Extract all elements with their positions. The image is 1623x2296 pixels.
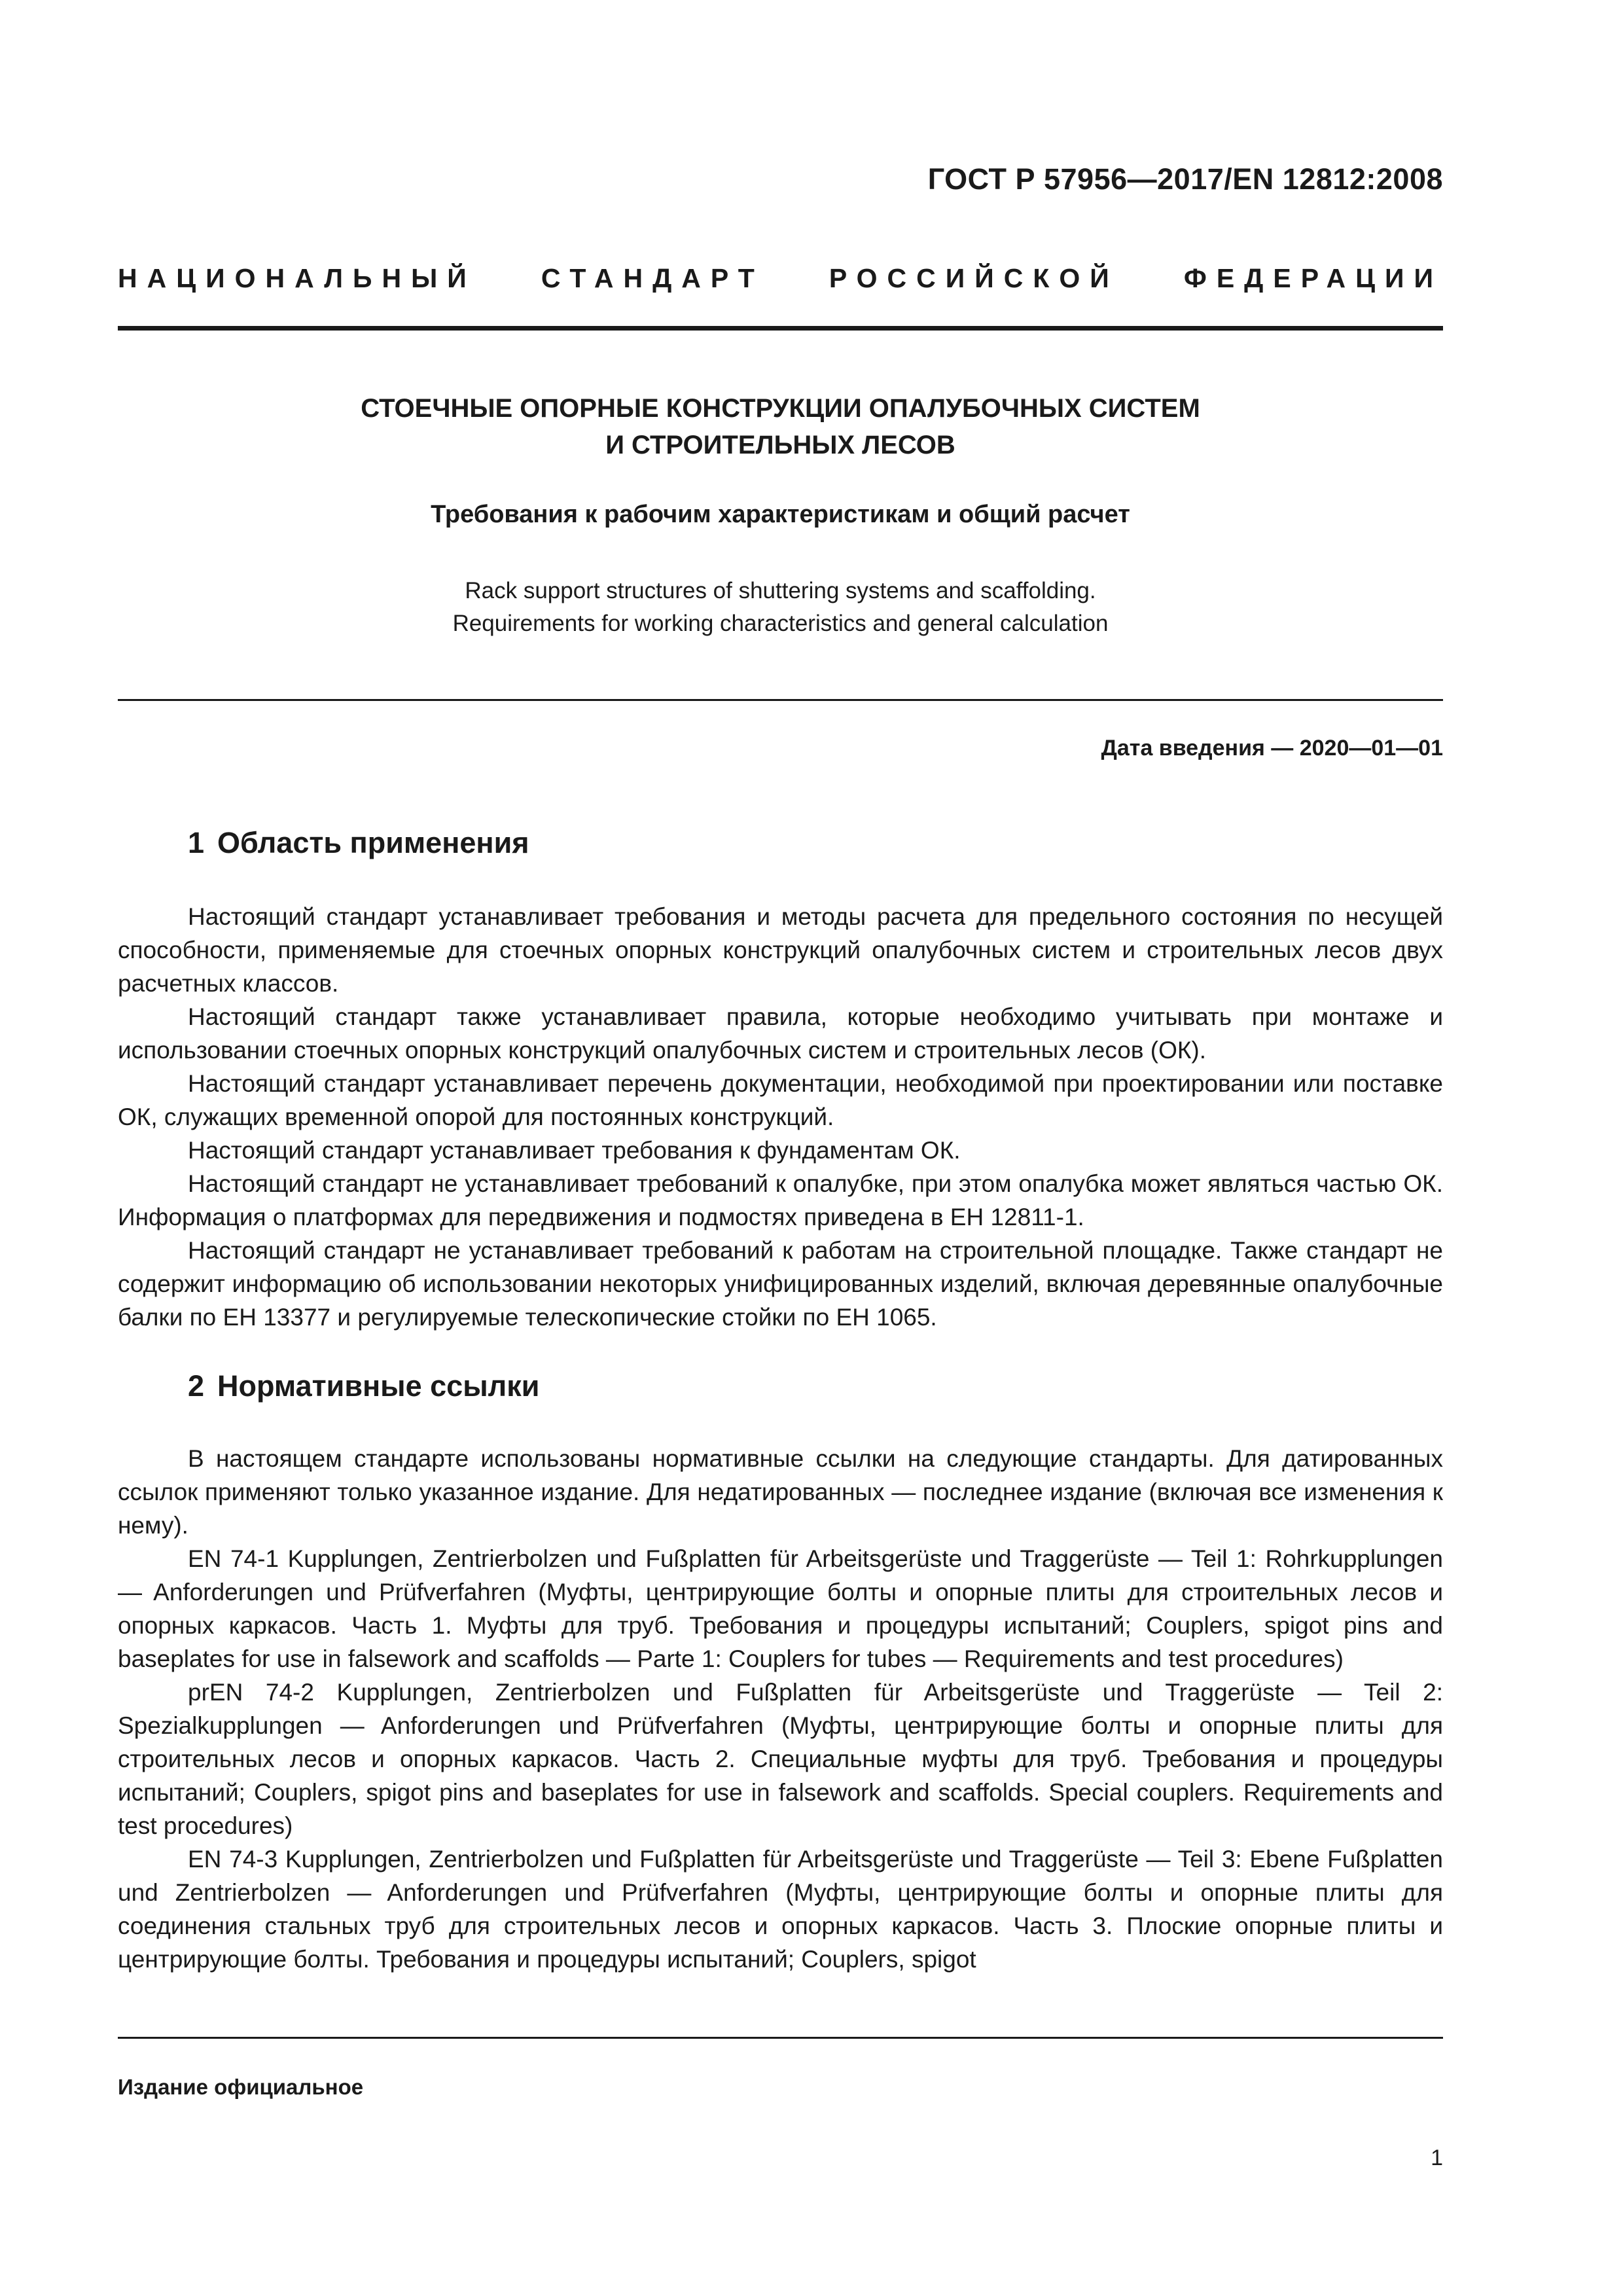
paragraph: В настоящем стандарте использованы нормативные ссылки на следующие стандарты. Для датированных ссылок применяют только указанное издание. Для недатированных — последнее издание (включая все изменения к нему). xyxy=(118,1445,1443,1539)
banner-word: НАЦИОНАЛЬНЫЙ xyxy=(118,263,476,293)
page-number: 1 xyxy=(1431,2145,1443,2170)
paragraph: Настоящий стандарт устанавливает требования и методы расчета для предельного состояния по несущей способности, применяемые для стоечных опорных конструкций опалубочных систем и строительных лесов двух расчетных классов. xyxy=(118,903,1443,997)
document-subtitle: Требования к рабочим характеристикам и общий расчет xyxy=(431,501,1130,528)
introduction-date: Дата введения — 2020—01—01 xyxy=(1101,736,1443,761)
banner-word: ФЕДЕРАЦИИ xyxy=(1183,263,1443,293)
title-line: СТОЕЧНЫЕ ОПОРНЫЕ КОНСТРУКЦИИ ОПАЛУБОЧНЫХ СИСТЕМ xyxy=(361,394,1200,423)
english-title-line: Requirements for working characteristics and general calculation xyxy=(452,611,1109,636)
paragraph: Настоящий стандарт не устанавливает требований к опалубке, при этом опалубка может являться частью ОК. Информация о платформах для передвижения и подмостях приведена в ЕН 12811-1. xyxy=(118,1170,1443,1230)
section-heading xyxy=(188,826,529,860)
edition-label: Издание официальное xyxy=(118,2075,364,2099)
paragraph: Настоящий стандарт устанавливает перечень документации, необходимой при проектировании или поставке ОК, служащих временной опорой для постоянных конструкций. xyxy=(118,1070,1443,1130)
section-number: 2 xyxy=(188,1369,205,1403)
paragraph: EN 74-3 Kupplungen, Zentrierbolzen und Fußplatten für Arbeitsgerüste und Traggerüste — Teil 3: Ebene Fußplatten und Zentrierbolzen — Anforderungen und Prüfverfahren (Муфты, центрирующие болты и опорные плиты для соединения стальных труб для строительных лесов и опорных каркасов. Часть 3. Плоские опорные плиты и центрирующие болты. Требования и процедуры испытаний; Couplers, spigot xyxy=(118,1846,1443,1973)
paragraph: EN 74-1 Kupplungen, Zentrierbolzen und Fußplatten für Arbeitsgerüste und Traggerüste — Teil 1: Rohrkupplungen — Anforderungen und Prüfverfahren (Муфты, центрирующие болты и опорные плиты для строительных лесов и опорных каркасов. Часть 1. Муфты для труб. Требования и процедуры испытаний; Couplers, spigot pins and baseplates for use in falsework and scaffolds — Parte 1: Couplers for tubes — Requirements and test procedures) xyxy=(118,1545,1443,1672)
banner-word: РОССИЙСКОЙ xyxy=(829,263,1119,293)
paragraph: Настоящий стандарт устанавливает требования к фундаментам ОК. xyxy=(188,1137,961,1164)
national-standard-banner xyxy=(118,263,1443,294)
section-body xyxy=(118,1442,1443,1976)
section-title: Нормативные ссылки xyxy=(217,1369,540,1403)
paragraph: Настоящий стандарт не устанавливает требований к работам на строительной площадке. Также стандарт не содержит информацию об использовании некоторых унифицированных изделий, включая деревянные опалубочные балки по ЕН 13377 и регулируемые телескопические стойки по ЕН 1065. xyxy=(118,1237,1443,1331)
footer-rule xyxy=(118,2037,1443,2039)
document-code: ГОСТ Р 57956—2017/EN 12812:2008 xyxy=(927,162,1443,196)
section-title: Область применения xyxy=(217,826,529,859)
paragraph: prEN 74-2 Kupplungen, Zentrierbolzen und Fußplatten für Arbeitsgerüste und Traggerüste — Teil 2: Spezialkupplungen — Anforderungen und Prüfverfahren (Муфты, центрирующие болты и опорные плиты для строительных лесов и опорных каркасов. Часть 2. Специальные муфты для труб. Требования и процедуры испытаний; Couplers, spigot pins and baseplates for use in falsework and scaffolds. Special couplers. Requirements and test procedures) xyxy=(118,1679,1443,1839)
english-title-line: Rack support structures of shuttering systems and scaffolding. xyxy=(465,578,1096,603)
header-rule xyxy=(118,326,1443,331)
paragraph: Настоящий стандарт также устанавливает правила, которые необходимо учитывать при монтаже и использовании стоечных опорных конструкций опалубочных систем и строительных лесов (ОК). xyxy=(118,1003,1443,1064)
english-title xyxy=(118,575,1443,640)
title-rule xyxy=(118,699,1443,701)
section-body xyxy=(118,900,1443,1334)
section-number: 1 xyxy=(188,826,205,859)
title-line: И СТРОИТЕЛЬНЫХ ЛЕСОВ xyxy=(605,431,955,459)
banner-word: СТАНДАРТ xyxy=(541,263,764,293)
section-heading xyxy=(188,1369,539,1403)
document-title xyxy=(118,390,1443,463)
